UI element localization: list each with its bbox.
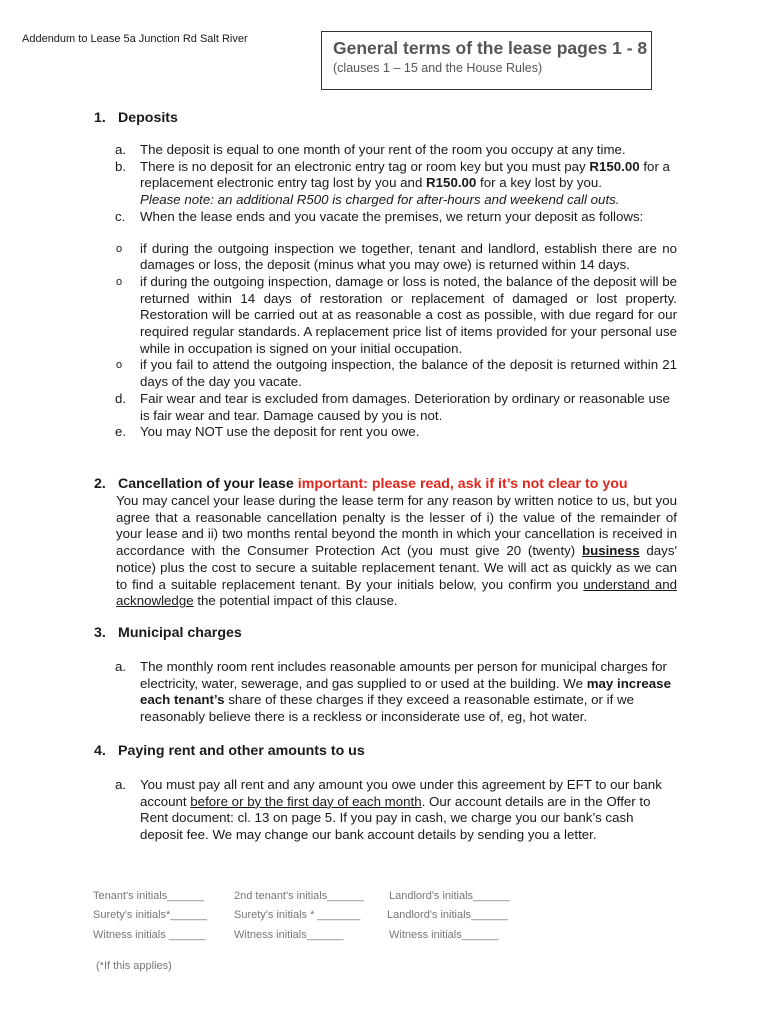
document-title: General terms of the lease pages 1 - 8 [333,38,648,58]
section-title: Cancellation of your lease [118,476,298,492]
item-label: d. [115,390,127,406]
witness-initials-field[interactable]: Witness initials ______ [93,929,206,941]
item-text: for a replacement electronic entry tag lost by you and [140,158,670,191]
section-title: Municipal charges [118,625,242,641]
paragraph-text: days' notice) plus the cost to secure a suitable replacement tenant. We will act as quickly as we can to find a suitable replacement tenant. By your initials below, you confirm you [116,543,678,592]
item-text: The deposit is equal to one month of your rent of the room you occupy at any time. [140,142,626,157]
item-text: You may NOT use the deposit for rent you owe. [140,424,420,440]
surety-initials-field[interactable]: Surety's initials*______ [93,909,208,921]
item-label: c. [115,208,126,224]
emphasis-business: business [581,543,640,559]
landlord-initials-field-2[interactable]: Landlord's initials______ [387,909,508,921]
surety-initials-field-2[interactable]: Surety's initials * _______ [234,909,361,921]
landlord-initials-field[interactable]: Landlord's initials______ [389,890,510,902]
key-fee: R150.00 [426,175,477,191]
item-text: for a key lost by you. [476,175,602,191]
footnote: (*If this applies) [96,960,172,972]
bullet-item [115,357,677,390]
section-3-body [115,659,677,726]
item-text: The monthly room rent includes reasonable amounts per person for municipal charges for electricity, water, sewerage, and gas supplied to or used at the building. We [140,659,667,691]
bullet-item [115,241,677,274]
tenant-initials-field[interactable]: Tenant's initials______ [93,890,204,902]
item-text: When the lease ends and you vacate the premises, we return your deposit as follows: [140,208,644,224]
bullet-mark: o [116,242,123,255]
item-text: Fair wear and tear is excluded from damages. Deterioration by ordinary or reasonable use is fair wear and tear. Damage caused by you is not. [140,390,670,423]
section-number: 1. [94,110,106,126]
item-text: . Our account details are in the Offer to Rent document: cl. 13 on page 5. If you pay in cash, we charge you our bank’s cash deposit fee. We may change our bank account details by sending you a letter. [140,793,651,843]
bullet-item [115,274,677,358]
emphasis-acknowledge: understand and acknowledge [116,576,677,609]
item-label: a. [115,777,127,792]
section-number: 3. [94,625,106,641]
section-title: Paying rent and other amounts to us [118,743,365,759]
list-item [115,424,677,441]
list-item [115,209,677,226]
section-number: 2. [94,476,106,492]
list-item [115,142,677,159]
item-text: share of these charges if they exceed a reasonable estimate, or if we reasonably believe there is a reckless or inconsiderate use of, eg, hot water. [140,692,634,725]
bullet-mark: o [116,359,123,372]
section-2-body [116,493,677,610]
witness-initials-field-3[interactable]: Witness initials______ [389,929,499,941]
emphasis-may-increase: may increase each tenant’s [140,675,671,708]
list-item [115,391,677,424]
witness-initials-field-2[interactable]: Witness initials______ [234,929,344,941]
item-label: a. [115,659,127,674]
second-tenant-initials-field[interactable]: 2nd tenant's initials______ [234,890,364,902]
paragraph-text: You may cancel your lease during the lease term for any reason by written notice to us, but you agree that a reasonable cancellation penalty is the lesser of i) the value of the remainder of your lease and ii) two months rental beyond the month in which your cancellation is received in accordance with the Consumer Protection Act (you must give 20 (twenty) [116,493,677,559]
bullet-text: if during the outgoing inspection, damage or loss is noted, the balance of the deposit will be returned within 14 days of restoration or replacement of damaged or lost property. Restoration will be carried out at as reasonable a cost as possible, with due regard for our required regular standards. A replacement price list of items provided for your personal use while in occupation is signed on your initial occupation. [140,273,677,356]
item-text: You must pay all rent and any amount you owe under this agreement by EFT to our bank account [140,777,662,809]
title-box [321,31,652,90]
bullet-text: if during the outgoing inspection we together, tenant and landlord, establish there are no damages or loss, the deposit (minus what you may owe) is returned within 14 days. [140,240,677,273]
tag-fee: R150.00 [589,158,640,174]
document-subtitle: (clauses 1 – 15 and the House Rules) [333,61,543,75]
section-number: 4. [94,743,106,759]
item-text: There is no deposit for an electronic entry tag or room key but you must pay [140,158,590,174]
important-warning: important: please read, ask if it’s not clear to you [297,476,628,492]
section-4-body [115,777,677,844]
list-item [115,159,677,209]
callout-note: Please note: an additional R500 is charged for after-hours and weekend call outs. [140,192,620,208]
list-item [115,659,677,726]
item-label: e. [115,424,127,440]
paragraph-text: the potential impact of this clause. [193,593,398,609]
initials-block [93,890,693,990]
item-label: b. [115,158,127,174]
list-item [115,777,677,844]
bullet-text: if you fail to attend the outgoing inspection, the balance of the deposit is returned within 21 days of the day you vacate. [140,357,677,390]
addendum-header: Addendum to Lease 5a Junction Rd Salt River [22,33,248,45]
bullet-mark: o [116,275,123,288]
emphasis-due-date: before or by the first day of each month [190,793,422,809]
section-1-body [115,142,677,441]
item-label: a. [115,142,127,157]
section-title: Deposits [118,110,178,126]
